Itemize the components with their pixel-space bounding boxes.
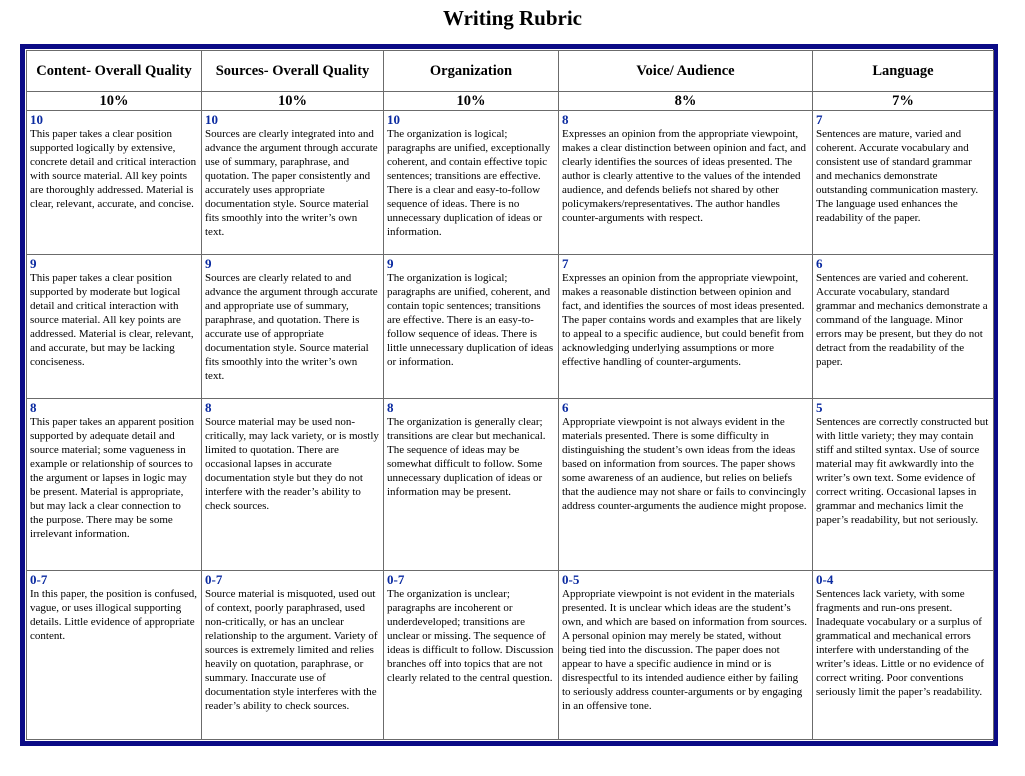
criterion-text: In this paper, the position is confused, vague, or uses illogical supporting details. Little evidence of appropriate content. (30, 588, 197, 642)
page-title: Writing Rubric (442, 6, 583, 30)
score-label: 9 (387, 256, 394, 271)
criterion-text: Sentences are correctly constructed but with little variety; they may contain stiff and stilted syntax. Use of source material may fit awkwardly into the writer’s own text. Some evidence of correct writing. Occasional lapses in grammar and mechanics limit the paper’s readability, but not seriously. (816, 416, 989, 526)
rubric-cell (559, 399, 813, 571)
criterion-text: Source material may be used non-critically, may lack variety, or is mostly limited to quotation. There are occasional lapses in accurate documentation style but they do not interfere with the reader’s ability to check sources. (205, 416, 379, 512)
criterion-text: Appropriate viewpoint is not always evident in the materials presented. There is some difficulty in distinguishing the student’s own ideas from the ideas based on information from sources. The paper shows some awareness of an audience, but relies on beliefs that the audience may not share or fails to convincingly address counter-arguments the audience might propose. (562, 416, 807, 512)
criterion-text: This paper takes an apparent position supported by adequate detail and source material; some vagueness in example or relationship of sources to the argument or lapses in logic may be present. Material is appropriate, but may lack a clear connection to the purpose. There may be some irrelevant information. (30, 416, 195, 540)
score-label: 8 (205, 400, 212, 415)
rubric-table (26, 50, 994, 740)
column-weight-sources: 10% (202, 92, 384, 111)
score-label: 8 (562, 112, 569, 127)
rubric-row (27, 571, 994, 740)
score-label: 5 (816, 400, 823, 415)
score-label: 6 (816, 256, 823, 271)
rubric-cell (384, 255, 559, 399)
rubric-cell (384, 571, 559, 740)
rubric-cell (813, 399, 994, 571)
score-label: 8 (387, 400, 394, 415)
score-label: 0-5 (562, 572, 580, 587)
score-label: 9 (205, 256, 212, 271)
criterion-text: The organization is generally clear; transitions are clear but mechanical. The sequence of ideas may be somewhat difficult to follow. Some unnecessary duplication of ideas or information may be present. (387, 416, 546, 498)
rubric-cell (559, 571, 813, 740)
score-label: 0-4 (816, 572, 834, 587)
criterion-text: Sentences are mature, varied and coherent. Accurate vocabulary and consistent use of standard grammar and mechanics demonstrate outstanding communication mastery. The language used enhances the readability of the paper. (816, 128, 979, 224)
weight-row (27, 92, 994, 111)
score-label: 7 (562, 256, 569, 271)
rubric-cell (813, 111, 994, 255)
rubric-cell (27, 399, 202, 571)
column-heading-sources: Sources- Overall Quality (202, 51, 384, 92)
rubric-cell (559, 255, 813, 399)
column-weight-voice-audience: 8% (559, 92, 813, 111)
rubric-cell (27, 571, 202, 740)
score-label: 0-7 (30, 572, 48, 587)
column-weight-language: 7% (813, 92, 994, 111)
score-label: 0-7 (387, 572, 405, 587)
criterion-text: Expresses an opinion from the appropriate viewpoint, makes a reasonable distinction between opinion and fact, and identifies the sources of most ideas presented. The paper contains words and examples that are likely to appeal to a specific audience, but could benefit from acknowledging underlying assumptions or more effective handling of counter-arguments. (562, 272, 805, 368)
criterion-text: This paper takes a clear position supported by moderate but logical detail and critical interaction with source material. All key points are addressed. Material is clear, relevant, and accurate, but may be lacking conciseness. (30, 272, 194, 368)
rubric-cell (202, 111, 384, 255)
criterion-text: Sources are clearly related to and advance the argument through accurate and appropriate use of summary, paraphrase, and quotation. There is accurate use of appropriate documentation style. Source material fits smoothly into the writer’s own text. (205, 272, 378, 382)
rubric-cell (559, 111, 813, 255)
rubric-cell (202, 399, 384, 571)
score-label: 6 (562, 400, 569, 415)
score-label: 10 (387, 112, 400, 127)
criterion-text: Expresses an opinion from the appropriate viewpoint, makes a clear distinction between opinion and fact, and clearly identifies the sources of ideas presented. The author is clearly attentive to the values of the intended audience, and defends beliefs not shared by other policymakers/representatives. The author handles counter-arguments with respect. (562, 128, 807, 224)
rubric-row (27, 111, 994, 255)
criterion-text: This paper takes a clear position supported logically by extensive, concrete detail and critical interaction with source material. All key points are thoroughly addressed. Material is clear, relevant, accurate, and concise. (30, 128, 197, 210)
criterion-text: The organization is logical; paragraphs are unified, coherent, and contain topic sentences; transitions are effective. There is an easy-to-follow sequence of ideas. There is little unnecessary duplication of ideas or information. (387, 272, 554, 368)
rubric-cell (813, 571, 994, 740)
rubric-cell (27, 255, 202, 399)
column-heading-content: Content- Overall Quality (27, 51, 202, 92)
column-heading-organization: Organization (384, 51, 559, 92)
rubric-cell (384, 111, 559, 255)
score-label: 10 (30, 112, 43, 127)
rubric-cell (813, 255, 994, 399)
score-label: 10 (205, 112, 218, 127)
rubric-cell (27, 111, 202, 255)
column-weight-organization: 10% (384, 92, 559, 111)
criterion-text: Sentences lack variety, with some fragments and run-ons present. Inadequate vocabulary or a surplus of grammatical and mechanical errors interfere with understanding of the writer’s ideas. Little or no evidence of correct writing. Poor conventions seriously limit the paper’s readability. (816, 588, 985, 698)
rubric-row (27, 255, 994, 399)
criterion-text: Sentences are varied and coherent. Accurate vocabulary, standard grammar and mechanics demonstrate a command of the language. Minor errors may be present, but they do not detract from the readability of the paper. (816, 272, 988, 368)
column-weight-content: 10% (27, 92, 202, 111)
score-label: 9 (30, 256, 37, 271)
column-heading-voice-audience: Voice/ Audience (559, 51, 813, 92)
criterion-text: Appropriate viewpoint is not evident in the materials presented. It is unclear which ideas are the student’s own, and which are based on information from sources. A personal opinion may merely be stated, without being tied into the discussion. The paper does not appear to have a specific audience in mind or is disrespectful to its intended audience either by failing to seriously address counter-arguments or by engaging in an offensive tone. (562, 588, 807, 712)
criterion-text: The organization is logical; paragraphs are unified, exceptionally coherent, and contain effective topic sentences; transitions are effective. There is a clear and easy-to-follow sequence of ideas. There is no unnecessary duplication of ideas or information. (387, 128, 551, 238)
rubric-cell (202, 571, 384, 740)
column-heading-language: Language (813, 51, 994, 92)
score-label: 8 (30, 400, 37, 415)
rubric-cell (202, 255, 384, 399)
score-label: 7 (816, 112, 823, 127)
criterion-text: Source material is misquoted, used out of context, poorly paraphrased, used non-critically, or has an unclear relationship to the argument. Variety of sources is extremely limited and relies heavily on quotation, paraphrase, or summary. Inaccurate use of documentation style interferes with the reader’s ability to check sources. (205, 588, 378, 712)
header-row (27, 51, 994, 92)
score-label: 0-7 (205, 572, 223, 587)
criterion-text: The organization is unclear; paragraphs are incoherent or underdeveloped; transitions are unclear or missing. The sequence of ideas is difficult to follow. Discussion branches off into topics that are not clearly related to the central question. (387, 588, 554, 684)
criterion-text: Sources are clearly integrated into and advance the argument through accurate use of summary, paraphrase, and quotation. The paper consistently and accurately uses appropriate documentation style. Source material fits smoothly into the writer’s own text. (205, 128, 378, 238)
rubric-row (27, 399, 994, 571)
rubric-cell (384, 399, 559, 571)
